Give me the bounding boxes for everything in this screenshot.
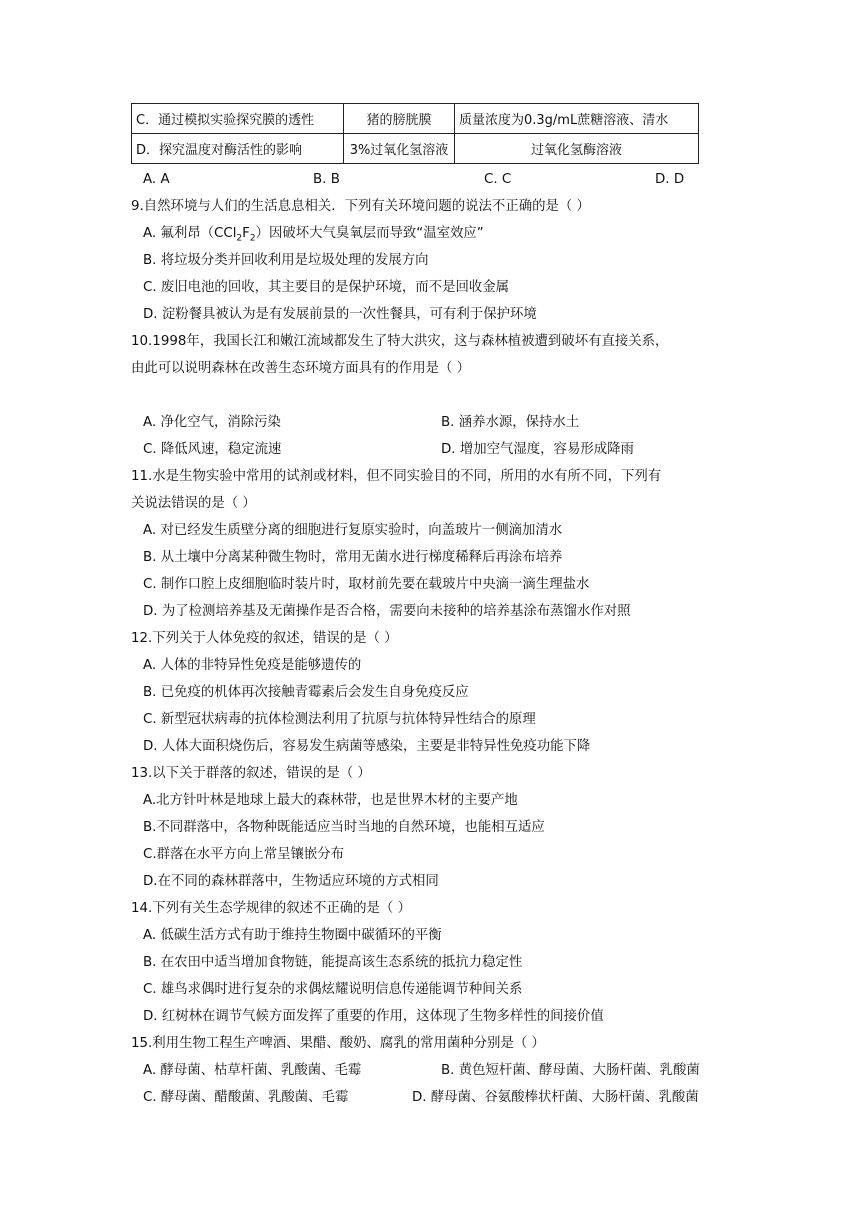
table-cell: D．探究温度对酶活性的影响	[132, 134, 344, 164]
q11-stem-line2: 关说法错误的是（ ）	[131, 496, 256, 511]
q10-option-a: A. 净化空气，消除污染	[143, 415, 281, 430]
q9-stem: 9.自然环境与人们的生活息息相关．下列有关环境问题的说法不正确的是（ ）	[131, 199, 590, 214]
q11-option-a: A. 对已经发生质壁分离的细胞进行复原实验时，向盖玻片一侧滴加清水	[143, 523, 563, 538]
q13-stem: 13.以下关于群落的叙述，错误的是（ ）	[131, 766, 371, 781]
q10-option-d: D. 增加空气湿度，容易形成降雨	[441, 442, 634, 457]
table-row	[132, 134, 699, 164]
q12-option-d: D. 人体大面积烧伤后，容易发生病菌等感染，主要是非特异性免疫功能下降	[143, 739, 591, 754]
q15-option-c: C. 酵母菌、醋酸菌、乳酸菌、毛霉	[143, 1090, 349, 1105]
q8-option-a: A. A	[143, 172, 170, 187]
q14-option-b: B. 在农田中适当增加食物链，能提高该生态系统的抵抗力稳定性	[143, 955, 523, 970]
q11-option-b: B. 从土壤中分离某种微生物时，常用无菌水进行梯度稀释后再涂布培养	[143, 550, 563, 565]
q13-option-b: B.不同群落中，各物种既能适应当时当地的自然环境，也能相互适应	[143, 820, 545, 835]
q15-option-a: A. 酵母菌、枯草杆菌、乳酸菌、毛霉	[143, 1063, 362, 1078]
q9-option-d: D. 淀粉餐具被认为是有发展前景的一次性餐具，可有利于保护环境	[143, 307, 537, 322]
table-cell: 过氧化氢酶溶液	[455, 134, 699, 164]
q10-option-b: B. 涵养水源，保持水土	[441, 415, 580, 430]
q14-option-c: C. 雄鸟求偶时进行复杂的求偶炫耀说明信息传递能调节种间关系	[143, 982, 523, 997]
q15-stem: 15.利用生物工程生产啤酒、果醋、酸奶、腐乳的常用菌种分别是（ ）	[131, 1036, 545, 1051]
q10-stem-line1: 10.1998年，我国长江和嫩江流域都发生了特大洪灾，这与森林植被遭到破坏有直接关系，	[131, 334, 669, 349]
q10-option-c: C. 降低风速，稳定流速	[143, 442, 282, 457]
q8-option-b: B. B	[313, 172, 340, 187]
table-cell: 猪的膀胱膜	[344, 104, 455, 134]
q9-option-b: B. 将垃圾分类并回收利用是垃圾处理的发展方向	[143, 253, 429, 268]
q9-option-c: C. 废旧电池的回收，其主要目的是保护环境，而不是回收金属	[143, 280, 510, 295]
q12-stem: 12.下列关于人体免疫的叙述，错误的是（ ）	[131, 631, 398, 646]
q12-option-b: B. 已免疫的机体再次接触青霉素后会发生自身免疫反应	[143, 685, 469, 700]
q10-stem-line2: 由此可以说明森林在改善生态环境方面具有的作用是（ ）	[131, 361, 471, 376]
table-cell: 质量浓度为0.3g/mL蔗糖溶液、清水	[455, 104, 699, 134]
q14-stem: 14.下列有关生态学规律的叙述不正确的是（ ）	[131, 901, 411, 916]
q8-option-d: D. D	[655, 172, 685, 187]
q13-option-d: D.在不同的森林群落中，生物适应环境的方式相同	[143, 874, 439, 889]
table-cell: 3%过氧化氢溶液	[344, 134, 455, 164]
q14-option-d: D. 红树林在调节气候方面发挥了重要的作用，这体现了生物多样性的间接价值	[143, 1009, 604, 1024]
q9-option-a: A. 氟利昂$(CCl_2F_2)$因破坏大气臭氧层而导致“温室效应”	[143, 226, 484, 244]
q11-option-d: D. 为了检测培养基及无菌操作是否合格，需要向未接种的培养基涂布蒸馏水作对照	[143, 604, 631, 619]
q14-option-a: A. 低碳生活方式有助于维持生物圈中碳循环的平衡	[143, 928, 442, 943]
experiment-table	[131, 103, 699, 164]
q12-option-c: C. 新型冠状病毒的抗体检测法利用了抗原与抗体特异性结合的原理	[143, 712, 536, 727]
q15-option-d: D. 酵母菌、谷氨酸棒状杆菌、大肠杆菌、乳酸菌	[412, 1090, 699, 1105]
q11-stem-line1: 11.水是生物实验中常用的试剂或材料，但不同实验目的不同，所用的水有所不同，下列有	[131, 469, 662, 484]
q12-option-a: A. 人体的非特异性免疫是能够遗传的	[143, 658, 362, 673]
q8-option-c: C. C	[484, 172, 512, 187]
q11-option-c: C. 制作口腔上皮细胞临时装片时，取材前先要在载玻片中央滴一滴生理盐水	[143, 577, 590, 592]
q13-option-a: A.北方针叶林是地球上最大的森林带，也是世界木材的主要产地	[143, 793, 518, 808]
q13-option-c: C.群落在水平方向上常呈镶嵌分布	[143, 847, 345, 862]
q15-option-b: B. 黄色短杆菌、酵母菌、大肠杆菌、乳酸菌	[441, 1063, 700, 1078]
table-row	[132, 104, 699, 134]
table-cell: C．通过模拟实验探究膜的透性	[132, 104, 344, 134]
